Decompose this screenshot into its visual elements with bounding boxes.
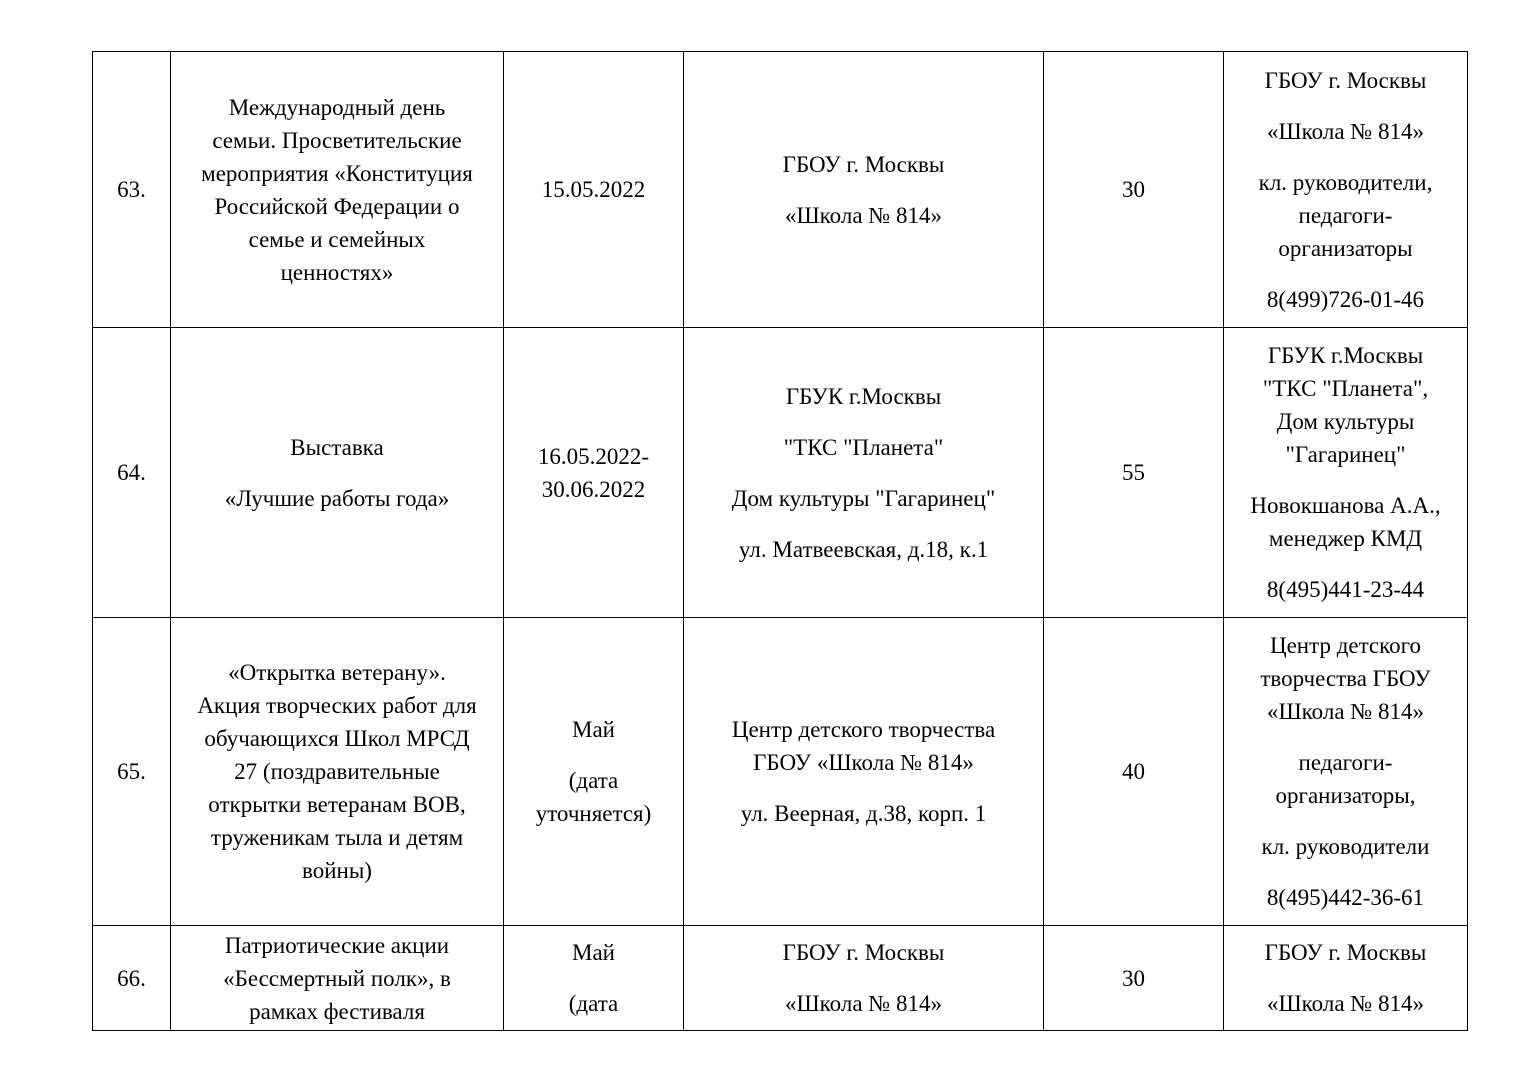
organizer-line: кл. руководители xyxy=(1261,834,1430,859)
event-line: «Открытка ветерану». xyxy=(228,660,446,685)
organizer-phone: 8(495)441-23-44 xyxy=(1266,577,1425,602)
row-number: 65. xyxy=(117,759,146,784)
schedule-table xyxy=(92,51,1468,1031)
count-cell xyxy=(1044,328,1224,618)
row-number: 63. xyxy=(117,177,146,202)
participant-count: 40 xyxy=(1122,759,1145,784)
organizer-line: ГБОУ г. Москвы xyxy=(1264,67,1427,93)
participant-count: 30 xyxy=(1122,177,1145,202)
organizer-line: ГБУК г.Москвы xyxy=(1267,343,1424,368)
event-line: рамках фестиваля xyxy=(249,998,425,1024)
organizer-line: "Гагаринец" xyxy=(1285,442,1406,467)
row-number-cell xyxy=(93,328,171,618)
organizer-line: «Школа № 814» xyxy=(1266,991,1425,1016)
date-cell xyxy=(504,926,684,1031)
event-line: 27 (поздравительные xyxy=(234,759,440,784)
event-cell xyxy=(171,926,504,1031)
organizer-line: кл. руководители, xyxy=(1258,169,1433,195)
count-cell xyxy=(1044,926,1224,1031)
count-cell xyxy=(1044,618,1224,926)
organizer-cell xyxy=(1224,328,1468,618)
date-line: Май xyxy=(572,717,615,742)
venue-line: ул. Матвеевская, д.18, к.1 xyxy=(738,536,989,562)
participant-count: 30 xyxy=(1122,965,1145,991)
organizer-line: творчества ГБОУ xyxy=(1260,666,1431,691)
date-cell xyxy=(504,618,684,926)
organizer-line: педагоги- xyxy=(1298,750,1393,775)
venue-line: ГБОУ г. Москвы xyxy=(782,940,945,965)
organizer-cell xyxy=(1224,926,1468,1031)
venue-cell xyxy=(684,618,1044,926)
event-line: войны) xyxy=(302,858,372,883)
row-number-cell xyxy=(93,618,171,926)
event-line: семье и семейных xyxy=(248,226,426,252)
venue-line: «Школа № 814» xyxy=(784,202,943,228)
row-number: 66. xyxy=(117,965,146,991)
organizer-cell xyxy=(1224,52,1468,328)
organizer-phone: 8(495)442-36-61 xyxy=(1266,885,1425,910)
date-line: уточняется) xyxy=(535,801,652,826)
date-line: (дата xyxy=(568,768,619,793)
count-cell xyxy=(1044,52,1224,328)
row-number-cell xyxy=(93,52,171,328)
organizer-line: Новокшанова А.А., xyxy=(1250,493,1441,518)
organizer-line: ГБОУ г. Москвы xyxy=(1264,940,1427,965)
venue-cell xyxy=(684,926,1044,1031)
event-line: открытки ветеранам ВОВ, xyxy=(208,792,466,817)
row-number: 64. xyxy=(117,460,146,485)
venue-line: ГБУК г.Москвы xyxy=(785,383,942,409)
event-line: труженикам тыла и детям xyxy=(210,825,464,850)
table-row xyxy=(93,618,1468,926)
event-line: Международный день xyxy=(228,94,446,120)
organizer-line: Дом культуры xyxy=(1276,409,1415,434)
event-cell xyxy=(171,618,504,926)
date-line: Май xyxy=(572,940,615,965)
date-line: (дата xyxy=(568,991,619,1016)
organizer-cell xyxy=(1224,618,1468,926)
organizer-line: "ТКС "Планета", xyxy=(1262,376,1429,401)
table-row xyxy=(93,926,1468,1031)
event-line: «Лучшие работы года» xyxy=(224,485,450,511)
organizer-line: «Школа № 814» xyxy=(1266,699,1425,724)
venue-line: Дом культуры "Гагаринец" xyxy=(731,485,996,511)
table-row xyxy=(93,328,1468,618)
venue-line: Центр детского творчества xyxy=(731,717,996,742)
event-line: мероприятия «Конституция xyxy=(201,160,473,186)
date-line: 30.06.2022 xyxy=(541,476,646,502)
event-line: обучающихся Школ МРСД xyxy=(204,726,470,751)
organizer-line: менеджер КМД xyxy=(1268,526,1423,551)
event-line: ценностях» xyxy=(280,259,394,285)
event-cell xyxy=(171,52,504,328)
organizer-line: Центр детского xyxy=(1269,633,1422,658)
event-line: «Бессмертный полк», в xyxy=(223,965,451,991)
event-line: Патриотические акции xyxy=(224,932,450,958)
venue-cell xyxy=(684,328,1044,618)
date-line: 15.05.2022 xyxy=(541,177,646,202)
participant-count: 55 xyxy=(1122,460,1145,485)
event-line: Российской Федерации о xyxy=(214,193,460,219)
venue-line: ГБОУ «Школа № 814» xyxy=(753,750,974,775)
venue-line: "ТКС "Планета" xyxy=(783,434,944,460)
date-line: 16.05.2022- xyxy=(537,443,650,469)
venue-line: «Школа № 814» xyxy=(784,991,943,1016)
table-row xyxy=(93,52,1468,328)
organizer-line: организаторы xyxy=(1278,235,1413,261)
event-line: Выставка xyxy=(290,434,384,460)
venue-line: ГБОУ г. Москвы xyxy=(782,151,945,177)
venue-line: ул. Веерная, д.38, корп. 1 xyxy=(740,801,987,826)
event-line: Акция творческих работ для xyxy=(197,693,477,718)
date-cell xyxy=(504,52,684,328)
date-cell xyxy=(504,328,684,618)
event-line: семьи. Просветительские xyxy=(212,127,462,153)
organizer-line: организаторы, xyxy=(1275,783,1416,808)
event-cell xyxy=(171,328,504,618)
organizer-phone: 8(499)726-01-46 xyxy=(1266,286,1425,312)
organizer-line: педагоги- xyxy=(1298,202,1393,228)
row-number-cell xyxy=(93,926,171,1031)
venue-cell xyxy=(684,52,1044,328)
organizer-line: «Школа № 814» xyxy=(1266,118,1425,144)
